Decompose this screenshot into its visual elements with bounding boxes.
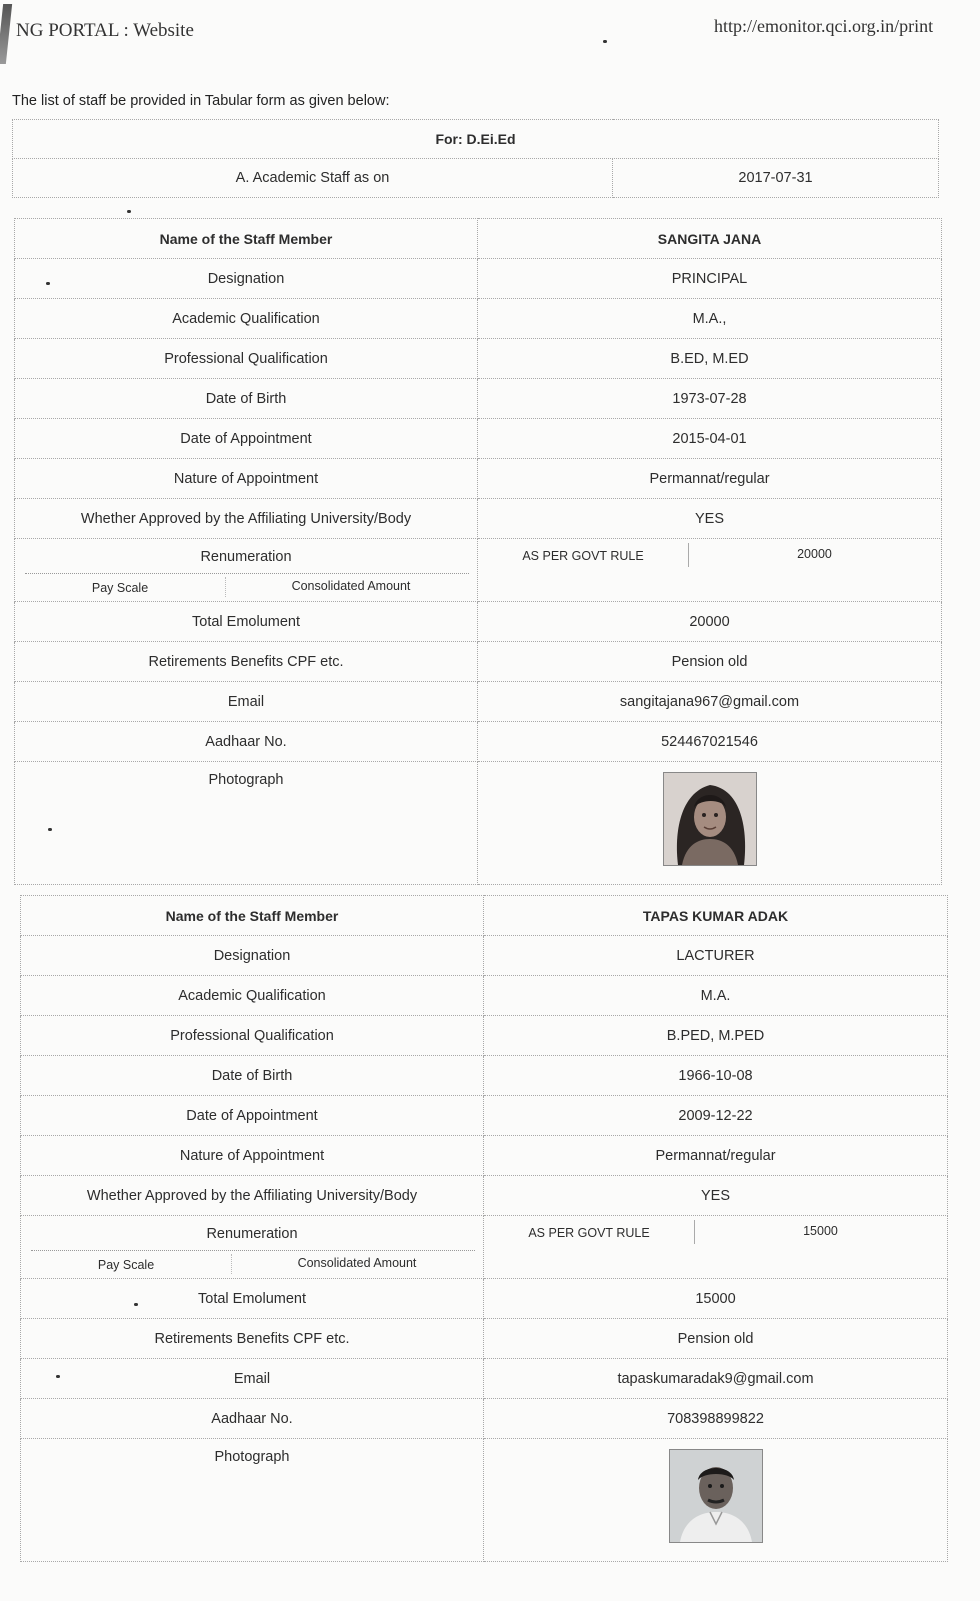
header-portal-title: NG PORTAL : Website	[16, 20, 194, 41]
staff-name: TAPAS KUMAR ADAK	[484, 896, 948, 936]
renumeration-value-cell	[478, 539, 942, 602]
renumeration-value-cell	[484, 1216, 948, 1279]
consolidated-amount-value: 15000	[803, 1224, 838, 1238]
page-corner-mark	[0, 4, 12, 64]
academic-staff-label: A. Academic Staff as on	[13, 159, 613, 198]
pay-scale-value: AS PER GOVT RULE	[528, 1226, 650, 1240]
consolidated-amount-value: 20000	[797, 547, 832, 561]
pay-scale-label: Pay Scale	[97, 1258, 155, 1272]
designation-value: LACTURER	[484, 936, 948, 976]
pay-scale-label: Pay Scale	[91, 581, 149, 595]
nature-of-appointment-label: Nature of Appointment	[21, 1136, 484, 1176]
renumeration-label: Renumeration	[206, 1226, 298, 1242]
professional-qualification-value: B.PED, M.PED	[484, 1016, 948, 1056]
table-row	[15, 259, 942, 299]
email-value: tapaskumaradak9@gmail.com	[484, 1359, 948, 1399]
table-row	[21, 1359, 948, 1399]
nature-of-appointment-value: Permannat/regular	[478, 459, 942, 499]
approved-label: Whether Approved by the Affiliating University/Body	[15, 499, 478, 539]
table-row	[15, 419, 942, 459]
nature-of-appointment-label: Nature of Appointment	[15, 459, 478, 499]
staff-photo	[663, 772, 757, 866]
person-portrait-icon	[664, 773, 756, 865]
table-row	[15, 682, 942, 722]
staff-photo	[669, 1449, 763, 1543]
designation-label: Designation	[15, 259, 478, 299]
table-row	[21, 1136, 948, 1176]
name-label: Name of the Staff Member	[15, 219, 478, 259]
scan-speck	[134, 1303, 138, 1306]
professional-qualification-label: Professional Qualification	[15, 339, 478, 379]
academic-qualification-label: Academic Qualification	[21, 976, 484, 1016]
table-row	[15, 762, 942, 885]
photograph-label: Photograph	[15, 762, 478, 885]
staff-table-2	[20, 895, 948, 1562]
consolidated-amount-label: Consolidated Amount	[291, 579, 411, 593]
date-of-appointment-value: 2015-04-01	[478, 419, 942, 459]
table-row	[21, 896, 948, 936]
name-label: Name of the Staff Member	[21, 896, 484, 936]
photograph-cell	[484, 1439, 948, 1562]
table-row	[21, 976, 948, 1016]
consolidated-amount-label: Consolidated Amount	[297, 1256, 417, 1270]
designation-label: Designation	[21, 936, 484, 976]
table-row	[21, 1216, 948, 1279]
total-emolument-label: Total Emolument	[15, 602, 478, 642]
table-row	[21, 1319, 948, 1359]
staff-name: SANGITA JANA	[478, 219, 942, 259]
total-emolument-value: 20000	[478, 602, 942, 642]
date-of-birth-label: Date of Birth	[15, 379, 478, 419]
retirement-benefits-label: Retirements Benefits CPF etc.	[21, 1319, 484, 1359]
total-emolument-value: 15000	[484, 1279, 948, 1319]
approved-value: YES	[478, 499, 942, 539]
table-row	[15, 499, 942, 539]
email-label: Email	[21, 1359, 484, 1399]
table-row	[21, 1096, 948, 1136]
table-row	[15, 602, 942, 642]
table-row	[15, 539, 942, 602]
academic-staff-date: 2017-07-31	[613, 159, 939, 198]
total-emolument-label: Total Emolument	[21, 1279, 484, 1319]
renumeration-label: Renumeration	[200, 549, 292, 565]
renumeration-label-cell	[15, 539, 478, 602]
table-row	[15, 219, 942, 259]
aadhaar-value: 524467021546	[478, 722, 942, 762]
table-row	[15, 722, 942, 762]
table-row	[21, 1399, 948, 1439]
header-url: http://emonitor.qci.org.in/print	[714, 16, 934, 36]
retirement-benefits-value: Pension old	[478, 642, 942, 682]
intro-text: The list of staff be provided in Tabular form as given below:	[12, 93, 390, 109]
table-row	[21, 1176, 948, 1216]
photograph-cell	[478, 762, 942, 885]
table-row	[21, 936, 948, 976]
academic-qualification-label: Academic Qualification	[15, 299, 478, 339]
date-of-appointment-value: 2009-12-22	[484, 1096, 948, 1136]
table-row	[21, 1056, 948, 1096]
scan-speck	[127, 210, 131, 213]
aadhaar-value: 708398899822	[484, 1399, 948, 1439]
date-of-appointment-label: Date of Appointment	[21, 1096, 484, 1136]
course-table	[12, 119, 939, 198]
scan-speck	[56, 1375, 60, 1378]
date-of-birth-label: Date of Birth	[21, 1056, 484, 1096]
date-of-birth-value: 1973-07-28	[478, 379, 942, 419]
approved-value: YES	[484, 1176, 948, 1216]
table-row	[21, 1439, 948, 1562]
designation-value: PRINCIPAL	[478, 259, 942, 299]
date-of-appointment-label: Date of Appointment	[15, 419, 478, 459]
table-row	[15, 299, 942, 339]
date-of-birth-value: 1966-10-08	[484, 1056, 948, 1096]
professional-qualification-value: B.ED, M.ED	[478, 339, 942, 379]
academic-qualification-value: M.A.	[484, 976, 948, 1016]
retirement-benefits-label: Retirements Benefits CPF etc.	[15, 642, 478, 682]
nature-of-appointment-value: Permannat/regular	[484, 1136, 948, 1176]
table-row	[21, 1279, 948, 1319]
staff-table-1	[14, 218, 942, 885]
retirement-benefits-value: Pension old	[484, 1319, 948, 1359]
scan-speck	[603, 40, 607, 43]
photograph-label: Photograph	[21, 1439, 484, 1562]
table-row	[15, 379, 942, 419]
approved-label: Whether Approved by the Affiliating University/Body	[21, 1176, 484, 1216]
divider	[25, 573, 469, 574]
renumeration-label-cell	[21, 1216, 484, 1279]
table-row	[21, 1016, 948, 1056]
scan-speck	[48, 828, 52, 831]
course-label: For: D.Ei.Ed	[13, 120, 939, 159]
email-value: sangitajana967@gmail.com	[478, 682, 942, 722]
table-row	[15, 642, 942, 682]
table-row	[15, 459, 942, 499]
pay-scale-value: AS PER GOVT RULE	[522, 549, 644, 563]
person-portrait-icon	[670, 1450, 762, 1542]
divider	[31, 1250, 475, 1251]
aadhaar-label: Aadhaar No.	[15, 722, 478, 762]
professional-qualification-label: Professional Qualification	[21, 1016, 484, 1056]
email-label: Email	[15, 682, 478, 722]
scan-speck	[46, 282, 50, 285]
table-row	[15, 339, 942, 379]
academic-qualification-value: M.A.,	[478, 299, 942, 339]
aadhaar-label: Aadhaar No.	[21, 1399, 484, 1439]
